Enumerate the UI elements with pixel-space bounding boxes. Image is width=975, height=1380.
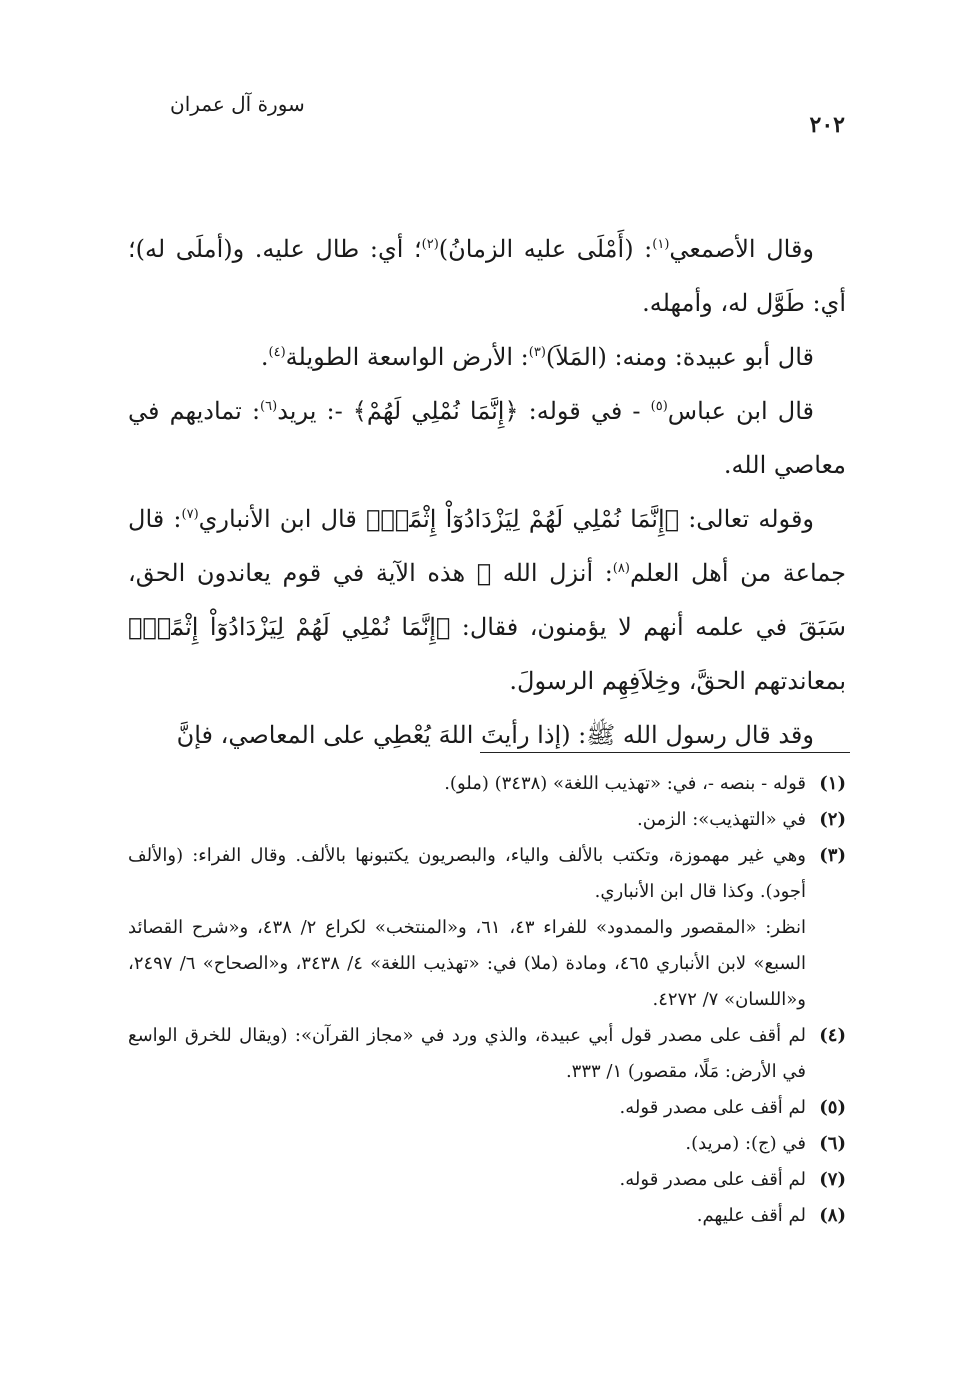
paragraph-3: قال ابن عباس$^{(٥)}$ - في قوله: ﴿إِنَّمَا نُمْلِي لَهُمْ﴾ -: يريد$^{(٦)}$: تماديهم في معاصي الله. — [128, 397, 846, 479]
quran-verse: ﴿إِنَّمَا نُمْلِي لَهُمْ لِيَزْدَادُوٓاْ إِثْمًاۚ﴾ — [365, 505, 680, 533]
footnote-6 — [128, 1126, 846, 1162]
paragraph-4: وقوله تعالى: ﴿إِنَّمَا نُمْلِي لَهُمْ لِيَزْدَادُوٓاْ إِثْمًاۚ﴾ قال ابن الأنباري$^{(٧)}$: قال جماعة من أهل العلم$^{(٨)}$: أنزل الله ﷻ هذه الآية في قوم يعاندون الحق، سَبَقَ في علمه أنهم لا يؤمنون، فقال: ﴿إِنَّمَا نُمْلِي لَهُمْ لِيَزْدَادُوٓاْ إِثْمًاۚ﴾ بمعاندتهم الحقَّ، وخِلاَفِهِم الرسولَ. — [128, 505, 846, 695]
footnote-number: (٤) — [819, 1025, 846, 1046]
footnote-number: (٦) — [819, 1133, 846, 1154]
footnote-text: انظر: «المقصور والممدود» للفراء ٤٣، ٦١، و«المنتخب» لكراع ٢/ ٤٣٨، و«شرح القصائد السبع» لابن الأنباري ٤٦٥، ومادة (ملا) في: «تهذيب اللغة» ٤/ ٣٤٣٨، و«الصحاح» ٦/ ٢٤٩٧، و«اللسان» ٧/ ٤٢٧٢. — [128, 917, 807, 1010]
paragraph-1: وقال الأصمعي$^{(١)}$: (أَمْلَى عليه الزمانُ)$^{(٢)}$؛ أي: طال عليه. و(أملَى له)؛ أي: طَوَّل له، وأمهله. — [128, 235, 846, 317]
footnote-1 — [128, 766, 846, 802]
footnote-2 — [128, 802, 846, 838]
footnote-ref-7[interactable]: (٧) — [181, 507, 199, 522]
footnote-3 — [128, 838, 846, 1018]
page-number: ٢٠٢ — [809, 112, 845, 138]
footnote-ref-4[interactable]: (٤) — [268, 345, 286, 360]
footnote-number: (١) — [819, 773, 846, 794]
footnote-text: لم أقف على مصدر قول أبي عبيدة، والذي ورد في «مجاز القرآن»: (ويقال للخرق الواسع في الأرض: مَلًا، مقصور) ١/ ٣٣٣. — [128, 1025, 806, 1082]
footnote-7 — [128, 1162, 846, 1198]
footnote-text: لم أقف على مصدر قوله. — [619, 1097, 806, 1118]
footnote-ref-1[interactable]: (١) — [652, 237, 670, 252]
quran-verse: ﴿إِنَّمَا نُمْلِي لَهُمْ لِيَزْدَادُوٓاْ إِثْمًاۚ﴾ — [128, 613, 451, 641]
footnote-number: (٨) — [819, 1205, 846, 1226]
footnote-ref-8[interactable]: (٨) — [612, 561, 630, 576]
footnote-text: في (ج): (مريد). — [685, 1133, 806, 1154]
footnote-ref-3[interactable]: (٣) — [528, 345, 546, 360]
paragraph-2: قال أبو عبيدة: ومنه: (المَلاَ)$^{(٣)}$: الأرض الواسعة الطويلة$^{(٤)}$. — [260, 343, 814, 371]
main-text — [128, 222, 846, 762]
paragraph-5: وقد قال رسول الله ﷺ: (إذا رأيتَ اللهَ يُعْطِي على المعاصي، فإنَّ — [176, 721, 814, 749]
footnote-number: (٥) — [819, 1097, 846, 1118]
quran-verse: ﴿إِنَّمَا نُمْلِي لَهُمْ﴾ — [352, 397, 519, 425]
footnote-4 — [128, 1018, 846, 1090]
footnote-8 — [128, 1198, 846, 1234]
footnote-ref-5[interactable]: (٥) — [650, 399, 668, 414]
footnote-number: (٣) — [819, 845, 846, 866]
footnote-5 — [128, 1090, 846, 1126]
footnote-separator — [480, 752, 850, 753]
page-header — [110, 92, 845, 142]
footnote-number: (٧) — [819, 1169, 846, 1190]
footnote-text: قوله - بنصه -، في: «تهذيب اللغة» (٣٤٣٨) (ملو). — [444, 773, 806, 794]
running-title: سورة آل عمران — [170, 92, 305, 116]
footnote-text: وهي غير مهموزة، وتكتب بالألف والياء، والبصريون يكتبونها بالألف. وقال الفراء: (والألف أجود). وكذا قال ابن الأنباري. — [128, 845, 806, 902]
footnote-ref-2[interactable]: (٢) — [421, 237, 439, 252]
footnote-text: لم أقف على مصدر قوله. — [619, 1169, 806, 1190]
footnote-text: لم أقف عليهم. — [696, 1205, 806, 1226]
footnote-text: في «التهذيب»: الزمن. — [637, 809, 806, 830]
footnote-number: (٢) — [819, 809, 846, 830]
footnote-ref-6[interactable]: (٦) — [260, 399, 278, 414]
footnotes — [128, 766, 846, 1234]
